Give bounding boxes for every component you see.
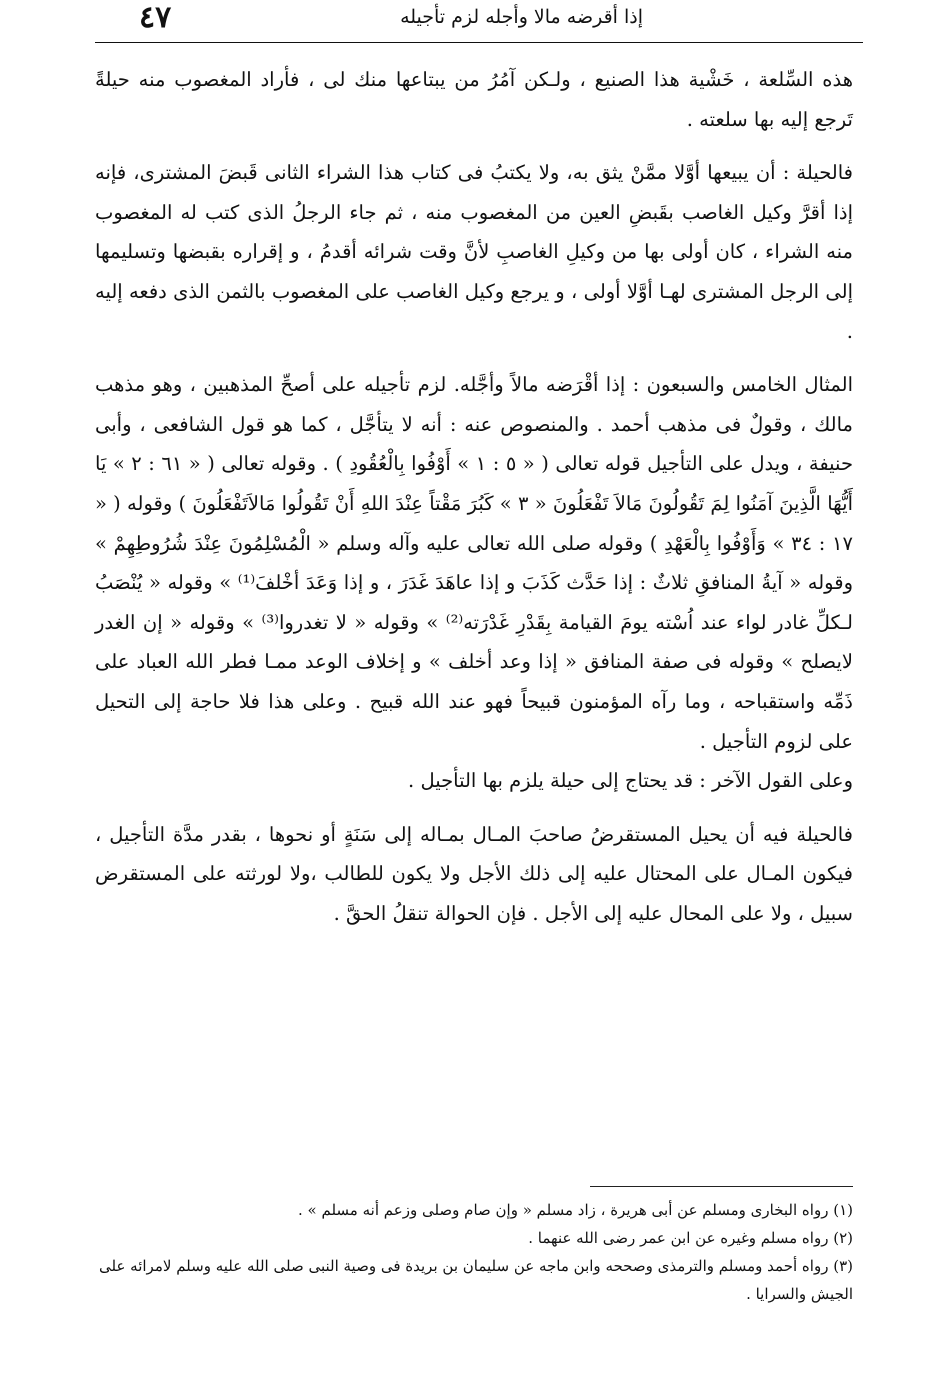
- footnotes: [95, 1196, 853, 1308]
- page-number: ٤٧: [139, 0, 172, 35]
- running-header: [95, 2, 863, 40]
- paragraph: المثال الخامس والسبعون : إذا أقْرَضه مالاً وأجَّله. لزم تأجيله على أصحِّ المذهبين ، وهو مذهب مالك ، وقولٌ فى مذهب أحمد . والمنصوص عنه : أنه لا يتأجَّل ، كما هو قول الشافعى ، وأبى حنيفة ، ويدل على التأجيل قوله تعالى ( « ٥ : ١ » أَوْفُوا بِالْعُقُودِ ) . وقوله تعالى ( « ٦١ : ٢ » يَا أَيُّهَا الَّذِينَ آمَنُوا لِمَ تَقُولُونَ مَالاَ تَفْعَلُونَ « ٣ » كَبُرَ مَقْتاً عِنْدَ اللهِ أَنْ تَقُولُوا مَالاَتَفْعَلُونَ ) وقوله ( « ١٧ : ٣٤ » وَأَوْفُوا بِالْعَهْدِ ) وقوله صلى الله تعالى عليه وآله وسلم « الْمُسْلِمُونَ عِنْدَ شُرُوطِهِمْ » وقوله « آيةُ المنافقِ ثلاثٌ : إذا حَدَّث كَذَبَ و إذا عاهَدَ غَدَرَ ، و إذا وَعَدَ أخْلفَ⁽¹⁾ » وقوله « يُنْصَبُ لـكلِّ غادر لواء عند اُسْته يومَ القيامة بِقَدْرِ غَدْرَته⁽²⁾ » وقوله « لا تغدروا⁽³⁾ » وقوله « إن الغدر لايصلح » وقوله فى صفة المنافق « إذا وعد أخلف » و إخلاف الوعد ممـا فطر الله العباد على ذَمِّه واستقباحه ، وما رآه المؤمنون قبيحاً فهو عند الله قبيح . وعلى هذا فلا حاجة إلى التحيل على لزوم التأجيل .: [95, 373, 854, 753]
- footnote: (٢) رواه مسلم وغيره عن ابن عمر رضى الله عنهما .: [528, 1229, 853, 1247]
- paragraph: فالحيلة فيه أن يحيل المستقرضُ صاحبَ المـال بمـاله إلى سَنَةٍ أو نحوها ، بقدر مدَّة التأجيل ، فيكون المـال على المحتال عليه إلى ذلك الأجل ولا يكون للطالب ،ولا لورثته على المستقرض سبيل ، ولا على المحال عليه إلى الأجل . فإن الحوالة تنقلُ الحقَّ .: [95, 822, 853, 925]
- footnote: (٣) رواه أحمد ومسلم والترمذى وصححه وابن ماجه عن سليمان بن بريدة فى وصية النبى صلى الله عليه وسلم لامرائه على الجيش والسرايا .: [98, 1257, 853, 1303]
- paragraph: فالحيلة : أن يبيعها أوَّلا ممَّنْ يثق به، ولا يكتبُ فى كتاب هذا الشراء الثانى قَبضَ المشترى، فإنه إذا أقرَّ وكيل الغاصب بقَبضِ العين من المغصوب منه ، ثم جاء الرجلُ الذى كتب له المغصوب منه الشراء ، كان أولى بها من وكيلِ الغاصبِ لأنَّ وقت شرائه أقدمُ ، و إقراره بقبضها وتسليمها إلى الرجل المشترى لهـا أوَّلا أولى ، و يرجع وكيل الغاصب على المغصوب بالثمن الذى دفعه إليه .: [95, 161, 853, 343]
- main-text: [95, 60, 853, 933]
- footnote: (١) رواه البخارى ومسلم عن أبى هريرة ، زاد مسلم « وإن صام وصلى وزعم أنه مسلم » .: [298, 1201, 853, 1219]
- paragraph: هذه السِّلعة ، خَشْية هذا الصنيع ، ولـكن آمُرُ من يبتاعها منك لى ، فأراد المغصوب منه حيلةً تَرجع إليه بها سلعته .: [95, 68, 853, 131]
- paragraph: وعلى القول الآخر : قد يحتاج إلى حيلة يلزم بها التأجيل .: [408, 769, 853, 793]
- header-title: إذا أقرضه مالا وأجله لزم تأجيله: [400, 6, 643, 28]
- footnote-rule: [590, 1186, 853, 1187]
- header-rule: [95, 42, 863, 43]
